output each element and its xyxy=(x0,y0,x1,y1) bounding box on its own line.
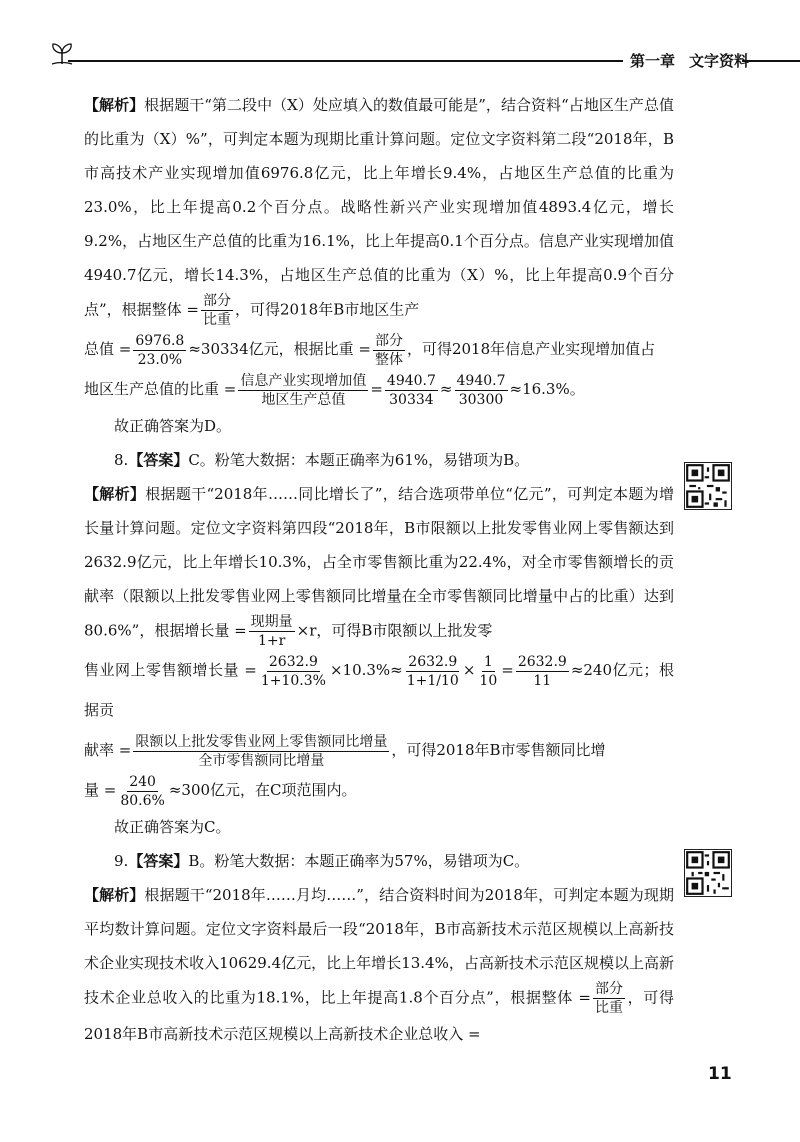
answer-tag: 【答案】 xyxy=(128,852,189,870)
fraction xyxy=(455,372,508,409)
chapter-section: 文字资料 xyxy=(689,52,750,70)
analysis-tag: 【解析】 xyxy=(84,96,145,114)
q7-formula-line-1: 总值 = $\frac{6976.8}{23.0\%}$ ≈30334亿元，根据比重 = $\frac{\text{部分}}{\text{整体}}$ ，可得2018年信息产业实现增加值占 xyxy=(84,332,656,368)
fraction-denominator: 地区生产总值 xyxy=(261,391,346,408)
q7-conclusion: 故正确答案为D。 xyxy=(114,417,232,435)
fraction xyxy=(238,372,368,409)
leaf-icon xyxy=(50,40,74,66)
fraction-numerator: 部分 xyxy=(594,981,623,997)
fraction-numerator: 信息产业实现增加值 xyxy=(240,372,367,389)
analysis-tag: 【解析】 xyxy=(84,485,146,503)
fraction-numerator: 现期量 xyxy=(250,614,293,630)
fraction-numerator: 部分 xyxy=(374,332,403,349)
header-rule-left xyxy=(68,60,623,62)
q9-analysis: 【解析】根据题干“2018年……月均……”，结合资料时间为2018年，可判定本题为现期平均数计算问题。定位文字资料最后一段“2018年，B市高新技术示范区规模以上高新技术企业实现技术收入10629.4亿元，比上年增长13.4%，占高新技术示范区规模以上高新技术企业总收入的比重为18.1%，比上年提高1.8个百分点”，根据整体 = $\frac{\text{部分}}{\text{比重}}$ ，可得2018年B市高新技术示范区规模以上高新技术企业总收入 = xyxy=(84,886,674,1043)
q8-formula-line-1: 售业网上零售额增长量 = $\frac{2632.9}{1+10.3\%}$ ×10.3%≈ $\frac{2632.9}{1+1/10}$ × $\frac{1}{10}$ = $\frac{2632.9}{11}$ ≈240亿元；根据贡 xyxy=(84,653,675,719)
fraction xyxy=(133,332,186,369)
fraction-numerator: 240 xyxy=(129,773,156,790)
qr-code-q8[interactable] xyxy=(684,462,732,510)
fraction xyxy=(405,653,461,690)
fraction-denominator: 80.6% xyxy=(120,792,165,809)
fraction-numerator: 1 xyxy=(483,653,493,670)
q8-analysis: 【解析】根据题干“2018年……同比增长了”，结合选项带单位“亿元”，可判定本题为增长量计算问题。定位文字资料第四段“2018年，B市限额以上批发零售业网上零售额达到2632.9亿元，比上年增长10.3%，占全市零售额比重为22.4%，对全市零售额增长的贡献率（限额以上批发零售业网上零售额同比增量在全市零售额同比增量中占的比重）达到80.6%”，根据增长量 = $\frac{\text{现期量}}{1+r}$ ×r，可得B市限额以上批发零 xyxy=(84,485,674,649)
page-header xyxy=(40,40,760,80)
fraction-numerator: 4940.7 xyxy=(456,372,506,389)
answer-tag: 【答案】 xyxy=(128,451,189,469)
fraction-denominator: 23.0% xyxy=(137,351,183,368)
fraction-numerator: 2632.9 xyxy=(408,653,458,670)
q7-analysis: 【解析】根据题干“第二段中（X）处应填入的数值最可能是”，结合资料“占地区生产总值的比重为（X）%”，可判定本题为现期比重计算问题。定位文字资料第二段“2018年，B市高技术产业实现增加值6976.8亿元，比上年增长9.4%，占地区生产总值的比重为23.0%，比上年提高0.2个百分点。战略性新兴产业实现增加值4893.4亿元，增长9.2%，占地区生产总值的比重为16.1%，比上年提高0.1个百分点。信息产业实现增加值4940.7亿元，增长14.3%，占地区生产总值的比重为（X）%，比上年提高0.9个百分点”，根据整体 = $\frac{\text{部分}}{\text{比重}}$ ，可得2018年B市地区生产 xyxy=(84,96,674,328)
fraction xyxy=(516,653,569,690)
fraction-denominator: 10 xyxy=(479,672,498,689)
fraction xyxy=(133,733,389,770)
q8-formula-line-3: 量 = $\frac{240}{80.6\%}$ ≈300亿元，在C项范围内。 xyxy=(84,773,357,809)
page-number: 11 xyxy=(708,1064,732,1084)
q8-conclusion: 故正确答案为C。 xyxy=(114,818,231,836)
qr-code-icon xyxy=(685,463,731,509)
fraction xyxy=(385,372,438,409)
fraction xyxy=(259,653,328,690)
fraction xyxy=(593,980,625,1017)
fraction-denominator: 11 xyxy=(533,672,552,689)
analysis-tag: 【解析】 xyxy=(84,886,145,904)
chapter-number: 第一章 xyxy=(630,52,676,70)
fraction-numerator: 6976.8 xyxy=(135,332,185,349)
fraction-denominator: 整体 xyxy=(374,351,403,368)
fraction xyxy=(373,332,405,369)
q8-answer: 8.【答案】C。粉笔大数据：本题正确率为61%，易错项为B。 xyxy=(114,451,530,469)
fraction xyxy=(201,292,233,329)
fraction-denominator: 30334 xyxy=(389,391,434,408)
fraction-numerator: 2632.9 xyxy=(517,653,567,670)
q7-formula-line-2: 地区生产总值的比重 = $\frac{\text{信息产业实现增加值}}{\text{地区生产总值}}$ = $\frac{4940.7}{30334}$ ≈ $\frac{4940.7}{30300}$ ≈16.3%。 xyxy=(84,372,585,408)
fraction-denominator: 比重 xyxy=(203,312,232,328)
q9-answer: 9.【答案】B。粉笔大数据：本题正确率为57%，易错项为C。 xyxy=(114,852,530,870)
fraction-denominator: 比重 xyxy=(594,1000,623,1016)
fraction-denominator: 1+r xyxy=(258,633,286,649)
fraction-denominator: 全市零售额同比增量 xyxy=(198,752,325,769)
q7-analysis-text: 根据题干“第二段中（X）处应填入的数值最可能是”，结合资料“占地区生产总值的比重为（X）%”，可判定本题为现期比重计算问题。定位文字资料第二段“2018年，B市高技术产业实现增加值6976.8亿元，比上年增长9.4%，占地区生产总值的比重为23.0%，比上年提高0.2个百分点。战略性新兴产业实现增加值4893.4亿元，增长9.2%，占地区生产总值的比重为16.1%，比上年提高0.1个百分点。信息产业实现增加值4940.7亿元，增长14.3%，占地区生产总值的比重为（X）%，比上年提高0.9个百分点”，根据整体 = xyxy=(84,96,674,319)
q8-formula-line-2: 献率 = $\frac{\text{限额以上批发零售业网上零售额同比增量}}{\text{全市零售额同比增量}}$ ，可得2018年B市零售额同比增 xyxy=(84,733,606,769)
qr-code-icon xyxy=(685,850,731,896)
fraction-denominator: 1+10.3% xyxy=(260,672,326,689)
qr-code-q9[interactable] xyxy=(684,849,732,897)
page-content xyxy=(84,88,674,1051)
fraction xyxy=(249,613,295,650)
header-rule-right xyxy=(742,60,800,62)
fraction-numerator: 2632.9 xyxy=(268,653,318,670)
fraction-denominator: 1+1/10 xyxy=(406,672,459,689)
fraction xyxy=(477,653,499,690)
fraction-numerator: 4940.7 xyxy=(386,372,436,389)
fraction-numerator: 部分 xyxy=(203,293,232,309)
fraction xyxy=(118,773,166,810)
fraction-denominator: 30300 xyxy=(458,391,504,408)
fraction-numerator: 限额以上批发零售业网上零售额同比增量 xyxy=(135,733,388,750)
